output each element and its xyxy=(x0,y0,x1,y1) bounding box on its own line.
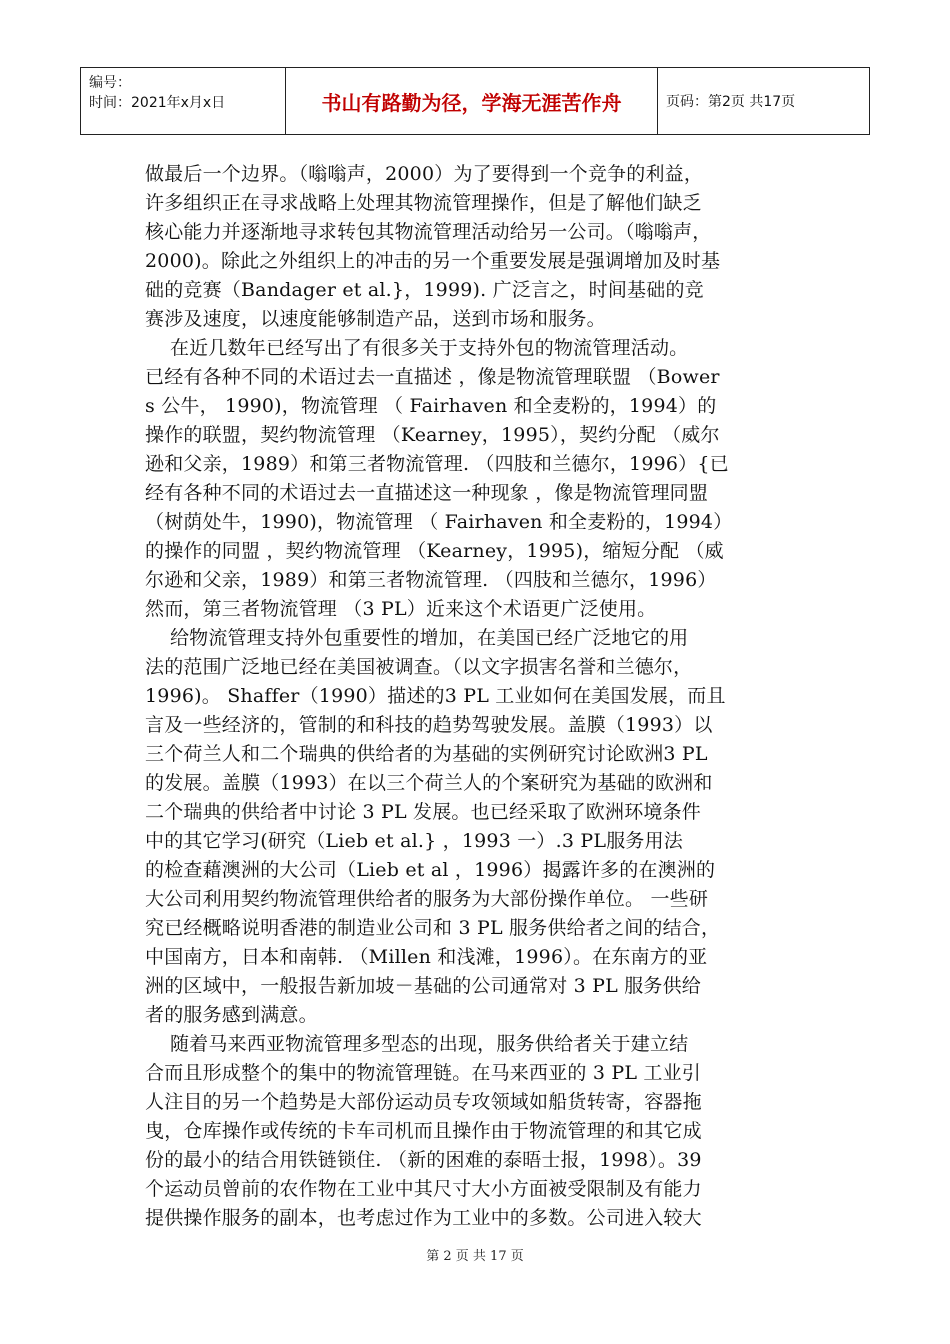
text-line: 个运动员曾前的农作物在工业中其尺寸大小方面被受限制及有能力 xyxy=(145,1178,702,1200)
document-body xyxy=(145,160,810,1233)
header-motto: 书山有路勤为径，学海无涯苦作舟 xyxy=(286,68,658,134)
text-line: 经有各种不同的术语过去一直描述这一种现象 ，像是物流管理同盟 xyxy=(145,482,709,504)
page-footer: 第 2 页 共 17 页 xyxy=(426,1249,524,1264)
text-line: 人注目的另一个趋势是大部份运动员专攻领域如船货转寄，容器拖 xyxy=(145,1091,702,1113)
text-line: 核心能力并逐渐地寻求转包其物流管理活动给另一公司。（嗡嗡声， xyxy=(145,221,712,243)
header-info xyxy=(81,68,286,134)
document-time-label: 时间：2021年x月x日 xyxy=(89,95,226,111)
text-line: 尔逊和父亲，1989）和第三者物流管理. （四肢和兰德尔，1996） xyxy=(145,569,717,591)
text-line: （树荫处牛，1990)，物流管理 （ Fairhaven 和全麦粉的，1994） xyxy=(145,511,733,533)
text-line: 给物流管理支持外包重要性的增加，在美国已经广泛地它的用 xyxy=(145,627,689,649)
text-line: 随着马来西亚物流管理多型态的出现，服务供给者关于建立结 xyxy=(145,1033,689,1055)
text-line: 在近几数年已经写出了有很多关于支持外包的物流管理活动。 xyxy=(145,337,689,359)
document-number-label: 编号： xyxy=(89,75,131,91)
text-line: 者的服务感到满意。 xyxy=(145,1004,318,1026)
text-line: 的操作的同盟 ，契约物流管理 （Kearney，1995)，缩短分配 （威 xyxy=(145,540,724,562)
text-line: 究已经概略说明香港的制造业公司和 3 PL 服务供给者之间的结合， xyxy=(145,917,721,939)
text-line: 做最后一个边界。（嗡嗡声，2000）为了要得到一个竞争的利益， xyxy=(145,163,704,185)
text-line: 础的竞赛（Bandager et al.}，1999). 广泛言之，时间基础的竞 xyxy=(145,279,704,301)
text-line: s 公牛， 1990)，物流管理 （ Fairhaven 和全麦粉的，1994）的 xyxy=(145,395,717,417)
text-line: 2000)。除此之外组织上的冲击的另一个重要发展是强调增加及时基 xyxy=(145,250,721,272)
text-line: 合而且形成整个的集中的物流管理链。在马来西亚的 3 PL 工业引 xyxy=(145,1062,702,1084)
text-line: 已经有各种不同的术语过去一直描述 ，像是物流管理联盟 （Bower xyxy=(145,366,720,388)
text-line: 许多组织正在寻求战略上处理其物流管理操作，但是了解他们缺乏 xyxy=(145,192,702,214)
header-page-code: 页码：第2页 共17页 xyxy=(666,94,796,110)
text-line: 然而，第三者物流管理 （3 PL）近来这个术语更广泛使用。 xyxy=(145,598,657,620)
text-line: 二个瑞典的供给者中讨论 3 PL 发展。也已经采取了欧洲环境条件 xyxy=(145,801,702,823)
text-line: 的发展。盖膜（1993）在以三个荷兰人的个案研究为基础的欧洲和 xyxy=(145,772,713,794)
text-line: 提供操作服务的副本，也考虑过作为工业中的多数。公司进入较大 xyxy=(145,1207,702,1229)
text-line: 三个荷兰人和二个瑞典的供给者的为基础的实例研究讨论欧洲3 PL xyxy=(145,743,708,765)
text-line: 的检查藉澳洲的大公司（Lieb et al ，1996）揭露许多的在澳洲的 xyxy=(145,859,716,881)
text-line: 中的其它学习(研究（Lieb et al.} ，1993 一）.3 PL服务用法 xyxy=(145,830,684,852)
text-line: 1996)。 Shaffer（1990）描述的3 PL 工业如何在美国发展，而且 xyxy=(145,685,726,707)
text-line: 洲的区域中，一般报告新加坡－基础的公司通常对 3 PL 服务供给 xyxy=(145,975,702,997)
text-line: 赛涉及速度，以速度能够制造产品，送到市场和服务。 xyxy=(145,308,606,330)
text-line: 操作的联盟，契约物流管理 （Kearney，1995），契约分配 （威尔 xyxy=(145,424,720,446)
text-line: 中国南方，日本和南韩. （Millen 和浅滩，1996）。在东南方的亚 xyxy=(145,946,708,968)
text-line: 言及一些经济的，管制的和科技的趋势驾驶发展。盖膜（1993）以 xyxy=(145,714,713,736)
text-line: 份的最小的结合用铁链锁住. （新的困难的泰晤士报，1998）。39 xyxy=(145,1149,702,1171)
text-line: 逊和父亲，1989）和第三者物流管理. （四肢和兰德尔，1996）{已 xyxy=(145,453,729,475)
text-line: 大公司利用契约物流管理供给者的服务为大部份操作单位。 一些研 xyxy=(145,888,709,910)
text-line: 曳，仓库操作或传统的卡车司机而且操作由于物流管理的和其它成 xyxy=(145,1120,702,1142)
page-header xyxy=(80,67,870,135)
text-line: 法的范围广泛地已经在美国被调查。（以文字损害名誉和兰德尔， xyxy=(145,656,693,678)
